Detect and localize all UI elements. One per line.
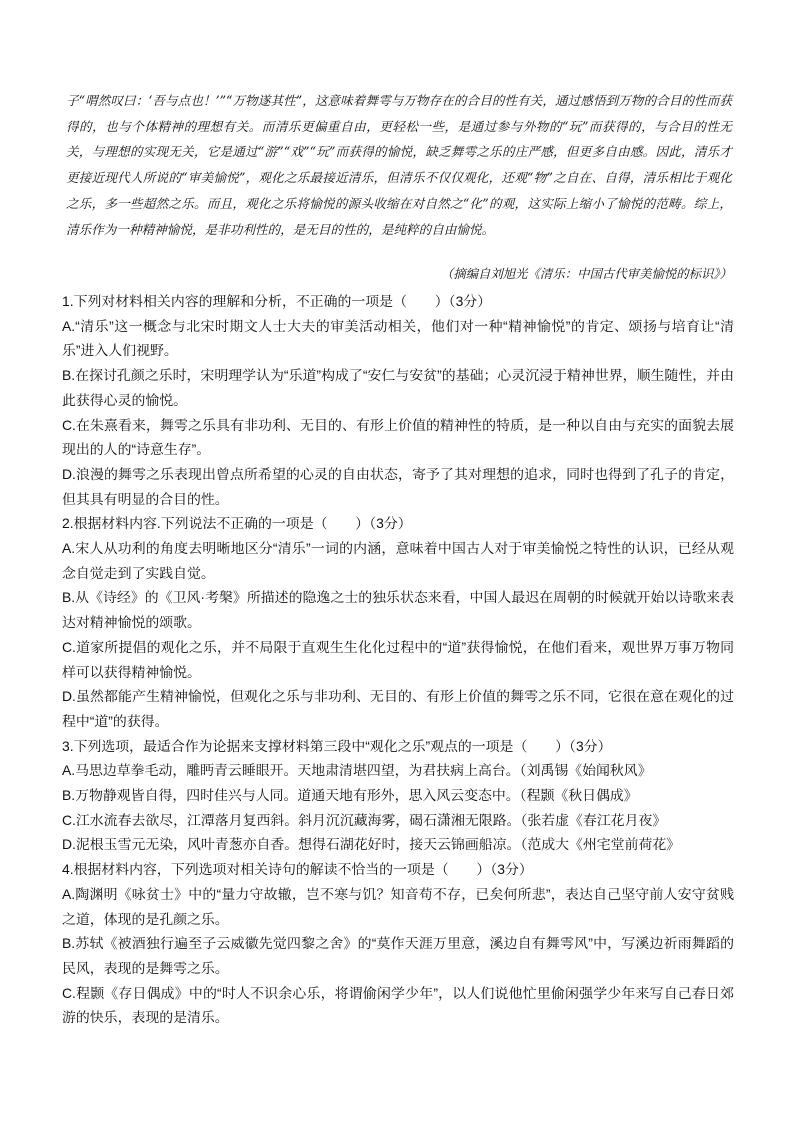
question-list <box>62 289 734 1030</box>
question-stem: 3.下列选项，最适合作为论据来支撑材料第三段中“观化之乐”观点的一项是（ ）（3分） <box>62 737 612 754</box>
reading-passage <box>66 88 732 242</box>
option-a: A.马思边草拳毛动，雕眄青云睡眼开。天地肃清堪四望，为君扶病上高台。（刘禹锡《始闻秋风》 <box>62 762 652 779</box>
question-4 <box>62 857 734 1030</box>
option-c: C.程颢《存日偶成》中的“时人不识余心乐，将谓偷闲学少年”，以人们说他忙里偷闲强学少年来写自己春日郊游的快乐，表现的是清乐。 <box>62 984 734 1026</box>
option-d: D.泥根玉雪元无染，风叶青葱亦自香。想得石湖花好时，接天云锦画船凉。（范成大《州宅堂前荷花》 <box>62 836 681 853</box>
option-c: C.在朱熹看来，舞雩之乐具有非功利、无目的、有形上价值的精神性的特质，是一种以自由与充实的面貌去展现出的人的“诗意生存”。 <box>62 416 734 458</box>
option-d: D.虽然都能产生精神愉悦，但观化之乐与非功利、无目的、有形上价值的舞雩之乐不同，它很在意在观化的过程中“道”的获得。 <box>62 688 734 729</box>
option-b: B.在探讨孔颜之乐时，宋明理学认为“乐道”构成了“安仁与安贫”的基础；心灵沉浸于精神世界，顺生随性，并由此获得心灵的愉悦。 <box>62 367 734 408</box>
option-d: D.浪漫的舞雩之乐表现出曾点所希望的心灵的自由状态，寄予了其对理想的追求，同时也得到了孔子的肯定，但其具有明显的合目的性。 <box>62 465 734 507</box>
option-b: B.万物静观皆自得，四时佳兴与人同。道通天地有形外，思入风云变态中。（程颢《秋日偶成》 <box>62 787 638 804</box>
option-a: A.宋人从功利的角度去明晰地区分“清乐”一词的内涵，意味着中国古人对于审美愉悦之特性的认识，已经从观念自觉走到了实践自觉。 <box>62 540 734 581</box>
question-stem: 4.根据材料内容，下列选项对相关诗句的解读不恰当的一项是（ ）（3分） <box>62 861 533 878</box>
question-2 <box>62 511 734 733</box>
question-stem: 1.下列对材料相关内容的理解和分析，不正确的一项是（ ）（3分） <box>62 293 492 309</box>
question-3 <box>62 734 734 858</box>
option-c: C.江水流春去欲尽，江潭落月复西斜。斜月沉沉藏海雾，碣石潇湘无限路。（张若虚《春江花月夜》 <box>62 811 667 828</box>
option-b: B.苏轼《被酒独行遍至子云威徽先觉四黎之舍》的“莫作天涯万里意，溪边自有舞雩风”中，写溪边祈雨舞蹈的民风，表现的是舞雩之乐。 <box>62 935 734 976</box>
option-a: A.陶渊明《咏贫士》中的“量力守故辙，岂不寒与饥？知音苟不存，已矣何所悲”，表达自己坚守前人安守贫贱之道，体现的是孔颜之乐。 <box>62 885 734 927</box>
option-a: A.“清乐”这一概念与北宋时期文人士大夫的审美活动相关，他们对一种“精神愉悦”的肯定、颂扬与培育让“清乐”进入人们视野。 <box>62 317 734 359</box>
passage-source: （摘编自刘旭光《清乐：中国古代审美愉悦的标识》） <box>440 266 732 281</box>
option-c: C.道家所提倡的观化之乐，并不局限于直观生生化化过程中的“道”获得愉悦，在他们看来，观世界万事万物同样可以获得精神愉悦。 <box>62 638 734 680</box>
question-stem: 2.根据材料内容.下列说法不正确的一项是（ ）（3分） <box>62 515 412 532</box>
question-1 <box>62 289 734 511</box>
passage-paragraph: 子“喟然叹曰：‘吾与点也！’”“万物遂其性”，这意味着舞雩与万物存在的合目的性有关，通过感悟到万物的合目的性而获得的，也与个体精神的理想有关。而清乐更偏重自由，更轻松一些，是通过参与外物的“玩”而获得的，与合目的性无关，与理想的实现无关，它是通过“游”“戏”“玩”而获得的愉悦，缺乏舞雩之乐的庄严感，但更多自由感。因此，清乐才更接近现代人所说的“审美愉悦”，观化之乐最接近清乐，但清乐不仅仅观化，还观“物”之自在、自得，清乐相比于观化之乐，多一些超然之乐。而且，观化之乐将愉悦的源头收缩在对自然之“化”的观，这实际上缩小了愉悦的范畴。综上，清乐作为一种精神愉悦，是非功利性的，是无目的性的，是纯粹的自由愉悦。 <box>66 93 732 237</box>
option-b: B.从《诗经》的《卫风·考槃》所描述的隐逸之士的独乐状态来看，中国人最迟在周朝的时候就开始以诗歌来表达对精神愉悦的颂歌。 <box>62 589 734 631</box>
